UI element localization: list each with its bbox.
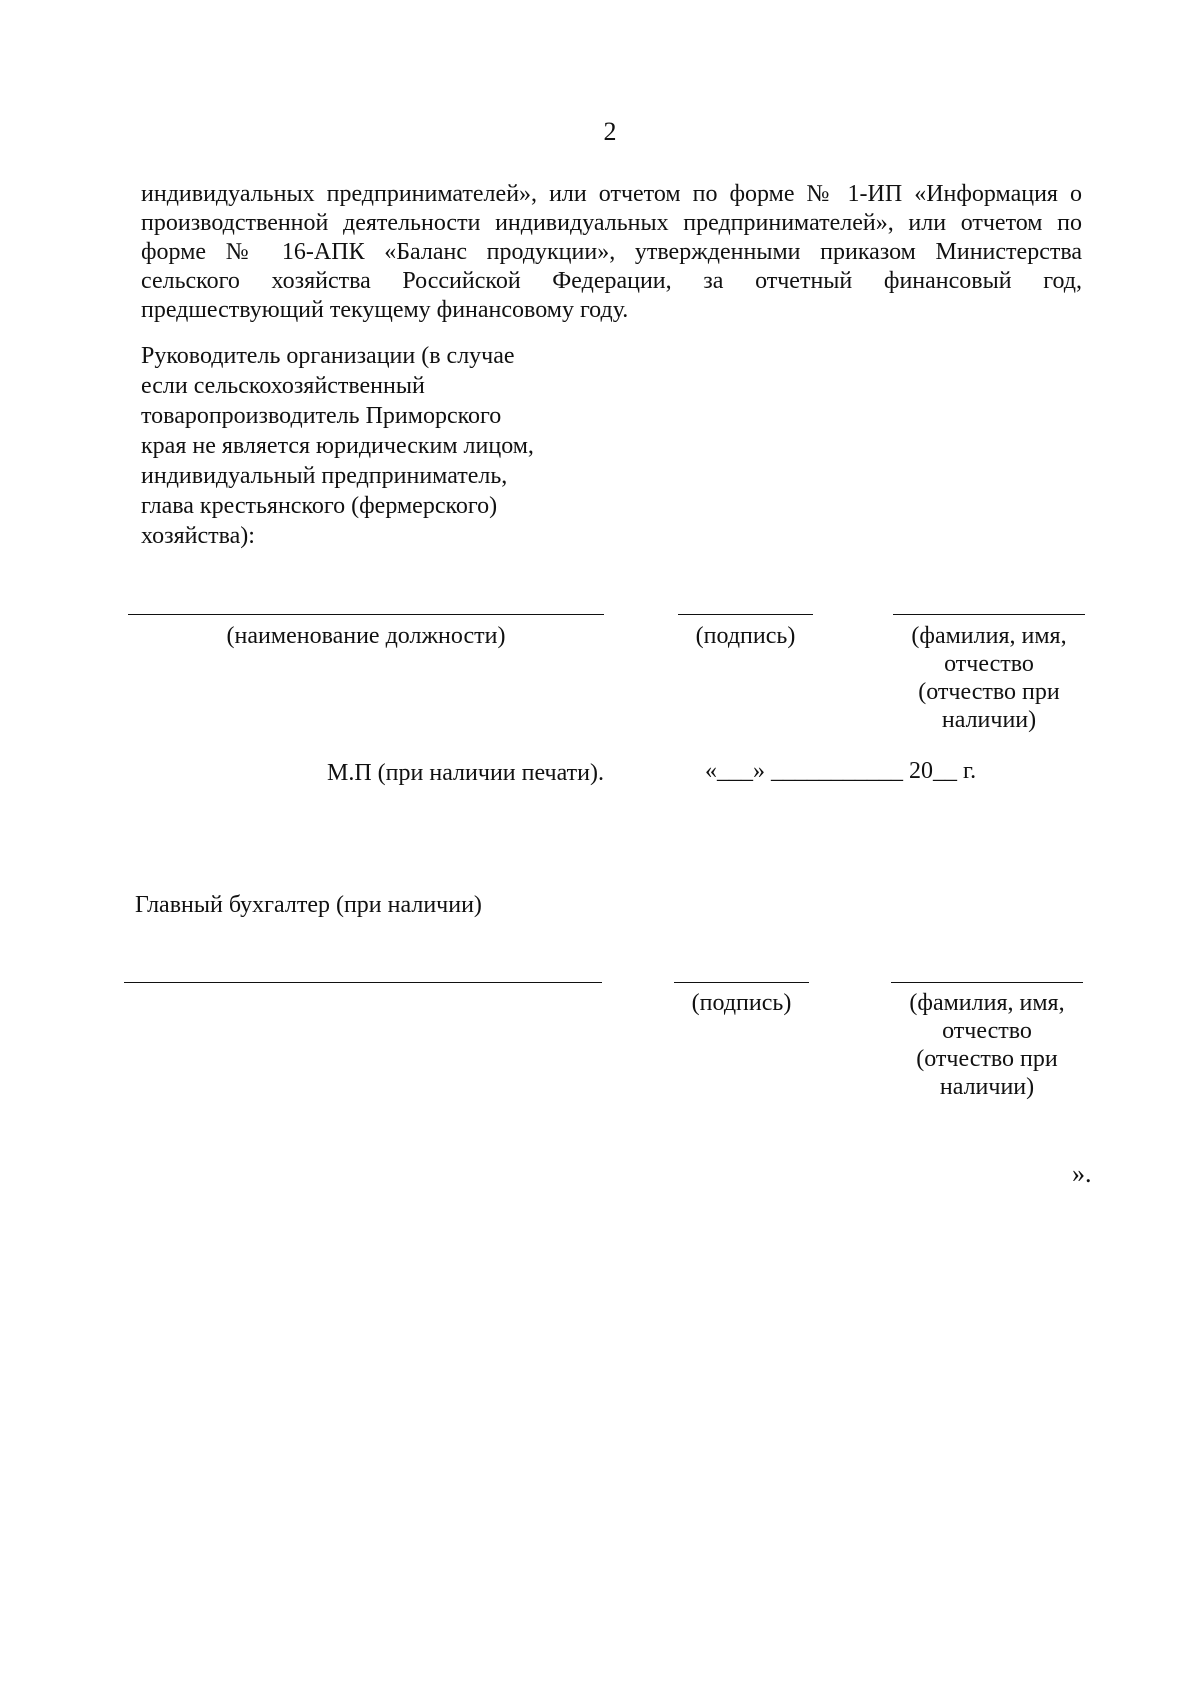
paragraph-line: форме № 16-АПК «Баланс продукции», утвержденными приказом Министерства xyxy=(141,239,1082,265)
chief-signature-line[interactable] xyxy=(674,982,809,983)
full-name-caption-line: (отчество при xyxy=(918,679,1060,705)
full-name-caption-line: (фамилия, имя, xyxy=(911,623,1067,649)
date-field[interactable]: «___» ___________ 20__ г. xyxy=(705,758,977,784)
position-line[interactable] xyxy=(128,614,604,615)
head-label-line: если сельскохозяйственный xyxy=(141,373,425,399)
chief-full-name-caption-line: (фамилия, имя, xyxy=(909,990,1065,1016)
full-name-caption-line: отчество xyxy=(944,651,1034,677)
head-label-line: Руководитель организации (в случае xyxy=(141,343,515,369)
chief-full-name-caption-line: (отчество при xyxy=(916,1046,1058,1072)
signature-caption-text: (подпись) xyxy=(695,623,796,649)
head-label-line: индивидуальный предприниматель, xyxy=(141,463,508,489)
chief-full-name-line[interactable] xyxy=(891,982,1083,983)
chief-position-line[interactable] xyxy=(124,982,602,983)
full-name-caption-line: наличии) xyxy=(941,707,1037,733)
chief-full-name-caption-line: наличии) xyxy=(939,1074,1035,1100)
position-caption-text: (наименование должности) xyxy=(226,623,506,649)
closing-quote-mark: ». xyxy=(1072,1159,1092,1188)
signature-line[interactable] xyxy=(678,614,813,615)
stamp-label: М.П (при наличии печати). xyxy=(327,760,604,786)
paragraph-line: предшествующий текущему финансовому году. xyxy=(141,297,629,323)
chief-accountant-label: Главный бухгалтер (при наличии) xyxy=(135,892,482,918)
page-number: 2 xyxy=(603,117,617,146)
full-name-line[interactable] xyxy=(893,614,1085,615)
head-label-line: края не является юридическим лицом, xyxy=(141,433,534,459)
head-of-organization-label xyxy=(141,341,561,551)
chief-full-name-caption xyxy=(891,989,1083,1101)
head-label-line: хозяйства): xyxy=(141,523,255,549)
body-paragraph xyxy=(141,180,1082,325)
chief-signature-caption xyxy=(674,989,809,1017)
paragraph-line: производственной деятельности индивидуальных предпринимателей», или отчетом по xyxy=(141,210,1082,236)
paragraph-line: индивидуальных предпринимателей», или отчетом по форме № 1-ИП «Информация о xyxy=(141,181,1082,207)
head-label-line: товаропроизводитель Приморского xyxy=(141,403,502,429)
signature-caption xyxy=(678,622,813,650)
chief-full-name-caption-line: отчество xyxy=(942,1018,1032,1044)
position-caption xyxy=(128,622,604,650)
chief-signature-caption-text: (подпись) xyxy=(691,990,792,1016)
full-name-caption xyxy=(893,622,1085,734)
paragraph-line: сельского хозяйства Российской Федерации, за отчетный финансовый год, xyxy=(141,268,1082,294)
head-label-line: глава крестьянского (фермерского) xyxy=(141,493,498,519)
